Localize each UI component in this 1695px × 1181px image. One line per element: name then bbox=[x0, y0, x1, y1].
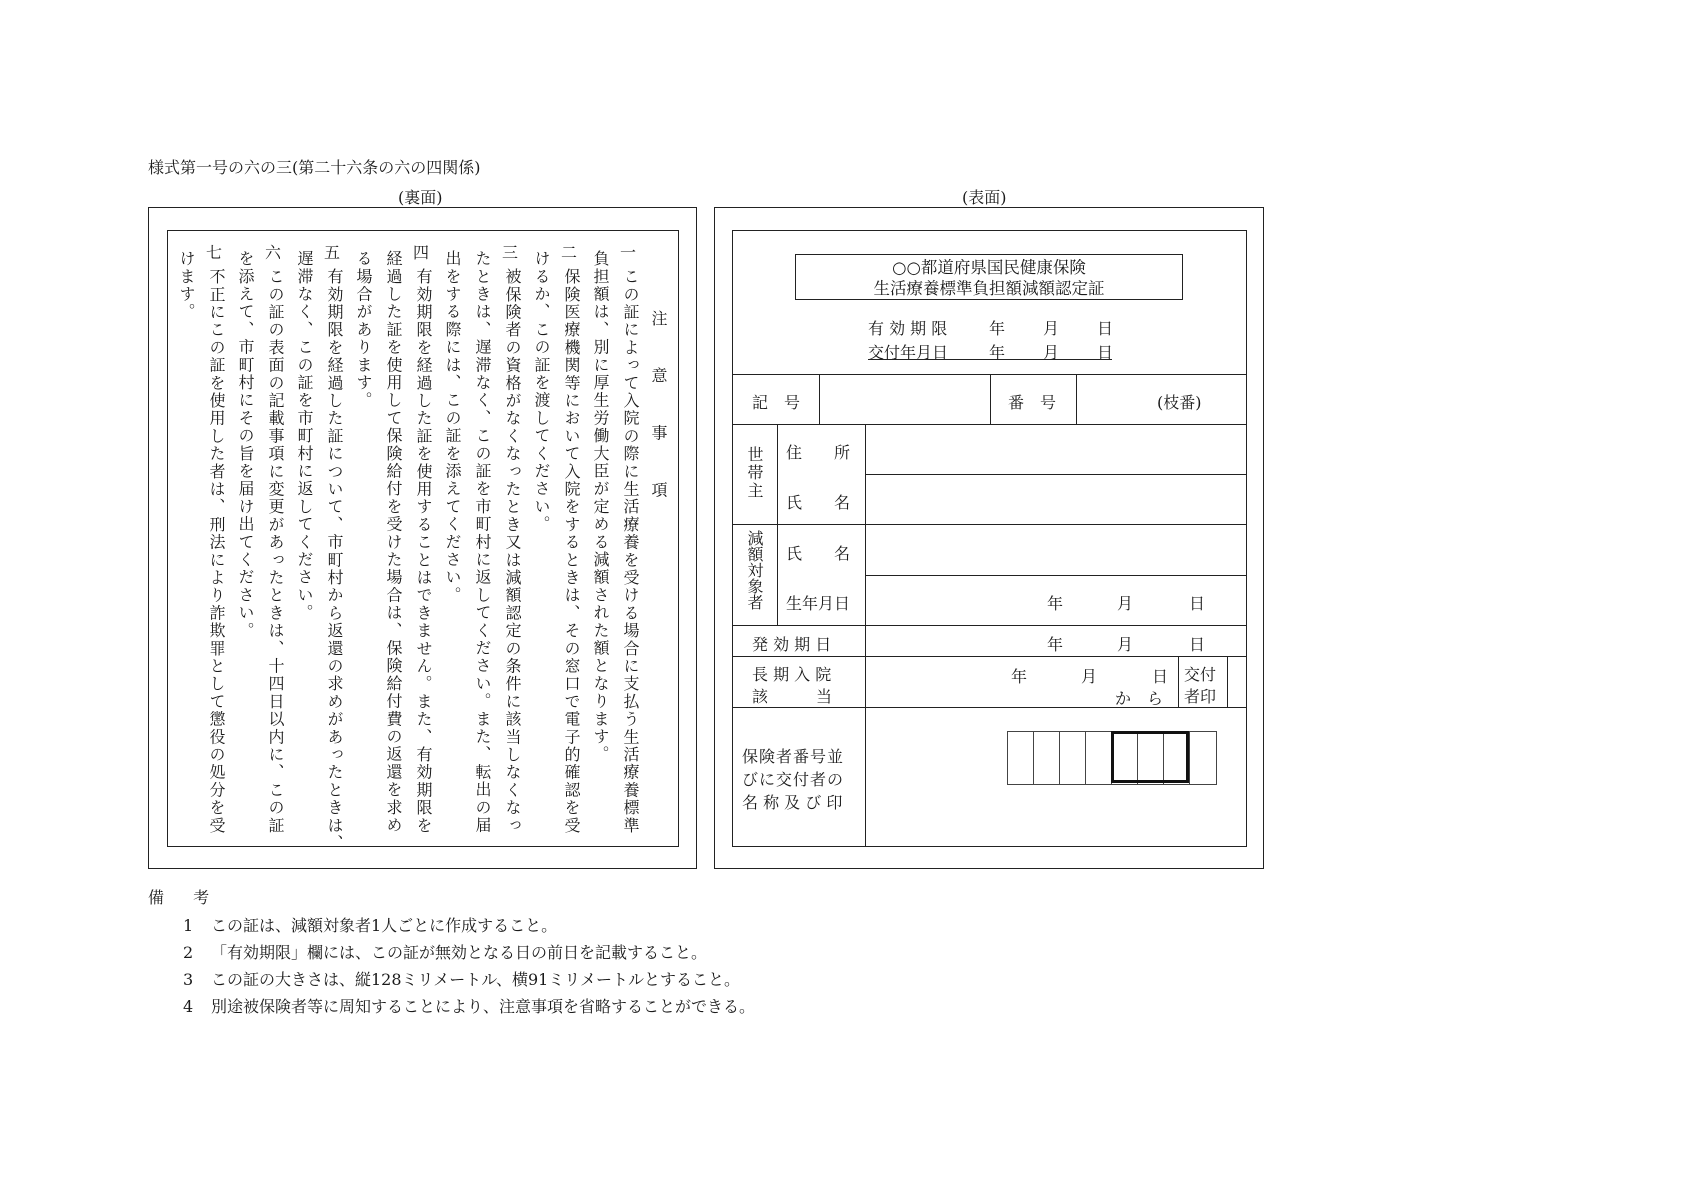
long-term-day: 日 bbox=[1152, 667, 1169, 686]
note-line: たときは、遅滞なく、この証を市町村に返してください。また、転出の届 bbox=[473, 250, 492, 835]
address-label: 住 所 bbox=[786, 443, 851, 462]
remark-item bbox=[183, 913, 557, 936]
grid-line bbox=[732, 656, 1247, 657]
bango-label: 番 号 bbox=[1008, 393, 1057, 412]
remark-number: 4 bbox=[183, 997, 194, 1016]
grid-line bbox=[777, 424, 778, 625]
note-line: 保険医療機関等において入院をするときは、その窓口で電子的確認を受 bbox=[562, 268, 581, 835]
insurer-number-digit bbox=[1059, 731, 1086, 785]
edaban-label: (枝番) bbox=[1157, 393, 1202, 412]
remark-text: 別途被保険者等に周知することにより、注意事項を省略することができる。 bbox=[211, 997, 756, 1016]
remark-number: 2 bbox=[183, 943, 194, 962]
effective-date-label: 発 効 期 日 bbox=[752, 635, 832, 654]
validity-month: 月 bbox=[1043, 319, 1060, 338]
insurer-number-check-box bbox=[1111, 731, 1189, 783]
target-name-label: 氏 名 bbox=[786, 544, 851, 563]
note-line: る場合があります。 bbox=[354, 250, 373, 410]
grid-line bbox=[732, 424, 1247, 425]
long-term-year: 年 bbox=[1011, 667, 1028, 686]
note-line: 遅滞なく、この証を市町村に返してください。 bbox=[295, 250, 314, 622]
remark-number: 3 bbox=[183, 970, 194, 989]
issue-month: 月 bbox=[1043, 343, 1060, 362]
insurer-number-digit bbox=[1033, 731, 1060, 785]
issuer-seal-label-2: 者印 bbox=[1184, 687, 1217, 706]
grid-line bbox=[1227, 656, 1228, 707]
grid-line bbox=[732, 524, 1247, 525]
notes-heading: 注 意 事 項 bbox=[649, 310, 668, 516]
back-side-label: (裏面) bbox=[398, 188, 443, 207]
insurer-number-digit bbox=[1007, 731, 1034, 785]
grid-line bbox=[732, 625, 1247, 626]
long-term-label-1: 長 期 入 院 bbox=[752, 665, 832, 684]
card-title-line1: ○○都道府県国民健康保険 bbox=[892, 258, 1086, 277]
long-term-label-2: 該 当 bbox=[752, 687, 833, 706]
issue-year: 年 bbox=[989, 343, 1006, 362]
note-number: 一 bbox=[620, 243, 637, 262]
birth-day: 日 bbox=[1189, 594, 1206, 613]
grid-line bbox=[732, 707, 1247, 708]
remarks-heading: 備 考 bbox=[148, 888, 222, 907]
validity-label: 有 効 期 限 bbox=[868, 319, 948, 338]
effective-year: 年 bbox=[1047, 635, 1064, 654]
remark-item bbox=[183, 967, 740, 990]
note-line: けます。 bbox=[177, 250, 196, 321]
remark-number: 1 bbox=[183, 916, 194, 935]
birth-year: 年 bbox=[1047, 594, 1064, 613]
birth-month: 月 bbox=[1117, 594, 1134, 613]
card-title-line2: 生活療養標準負担額減額認定証 bbox=[873, 279, 1105, 298]
reduction-target-label: 減額対象者 bbox=[745, 530, 764, 610]
issuer-seal-label-1: 交付 bbox=[1184, 665, 1217, 684]
grid-line bbox=[865, 575, 1247, 576]
grid-line bbox=[1076, 374, 1077, 424]
issue-date-label: 交付年月日 bbox=[868, 343, 949, 362]
note-line: 有効期限を経過した証を使用することはできません。また、有効期限を bbox=[414, 268, 433, 835]
effective-month: 月 bbox=[1117, 635, 1134, 654]
grid-line bbox=[819, 374, 820, 424]
insurer-number-digit bbox=[1189, 731, 1217, 785]
note-line: 不正にこの証を使用した者は、刑法により詐欺罪として懲役の処分を受 bbox=[207, 268, 226, 835]
kigo-label: 記 号 bbox=[752, 393, 801, 412]
grid-line bbox=[865, 424, 866, 847]
insurer-label-2: びに交付者の bbox=[742, 770, 845, 789]
note-line: けるか、この証を渡してください。 bbox=[532, 250, 551, 534]
grid-line bbox=[865, 474, 1247, 475]
grid-line bbox=[1178, 656, 1179, 707]
effective-day: 日 bbox=[1189, 635, 1206, 654]
note-line: 負担額は、別に厚生労働大臣が定める減額された額となります。 bbox=[591, 250, 610, 764]
note-line: を添えて、市町村にその旨を届け出てください。 bbox=[236, 250, 255, 640]
remark-text: この証の大きさは、縦128ミリメートル、横91ミリメートルとすること。 bbox=[211, 970, 740, 989]
remark-text: この証は、減額対象者1人ごとに作成すること。 bbox=[211, 916, 558, 935]
note-line: 経過した証を使用して保険給付を受けた場合は、保険給付費の返還を求め bbox=[384, 250, 403, 835]
note-line: この証によって入院の際に生活療養を受ける場合に支払う生活療養標準 bbox=[621, 268, 640, 835]
note-line: この証の表面の記載事項に変更があったときは、十四日以内に、この証 bbox=[266, 268, 285, 835]
validity-year: 年 bbox=[989, 319, 1006, 338]
note-line: 被保険者の資格がなくなったとき又は減額認定の条件に該当しなくなっ bbox=[503, 268, 522, 835]
remark-item bbox=[183, 940, 707, 963]
remark-item bbox=[183, 994, 755, 1017]
note-number: 三 bbox=[502, 243, 519, 262]
note-line: 出をする際には、この証を添えてください。 bbox=[443, 250, 462, 604]
insurer-number-digit bbox=[1085, 731, 1112, 785]
issue-date-underline bbox=[868, 359, 1112, 360]
card-title bbox=[795, 254, 1183, 300]
householder-label: 世帯主 bbox=[745, 446, 764, 500]
front-side-label: (表面) bbox=[962, 188, 1007, 207]
validity-day: 日 bbox=[1097, 319, 1114, 338]
note-number: 五 bbox=[324, 243, 341, 262]
long-term-from: か ら bbox=[1115, 689, 1164, 708]
grid-line bbox=[990, 374, 991, 424]
note-number: 四 bbox=[413, 243, 430, 262]
remark-text: 「有効期限」欄には、この証が無効となる日の前日を記載すること。 bbox=[211, 943, 708, 962]
insurer-label-3: 名 称 及 び 印 bbox=[742, 793, 843, 812]
long-term-month: 月 bbox=[1081, 667, 1098, 686]
birthdate-label: 生年月日 bbox=[786, 594, 851, 613]
form-title: 様式第一号の六の三(第二十六条の六の四関係) bbox=[148, 158, 481, 177]
note-number: 六 bbox=[265, 243, 282, 262]
note-number: 二 bbox=[561, 243, 578, 262]
insurer-label-1: 保険者番号並 bbox=[742, 747, 845, 766]
note-line: 有効期限を経過した証について、市町村から返還の求めがあったときは、 bbox=[325, 268, 344, 853]
note-number: 七 bbox=[206, 243, 223, 262]
householder-name-label: 氏 名 bbox=[786, 493, 851, 512]
issue-day: 日 bbox=[1097, 343, 1114, 362]
